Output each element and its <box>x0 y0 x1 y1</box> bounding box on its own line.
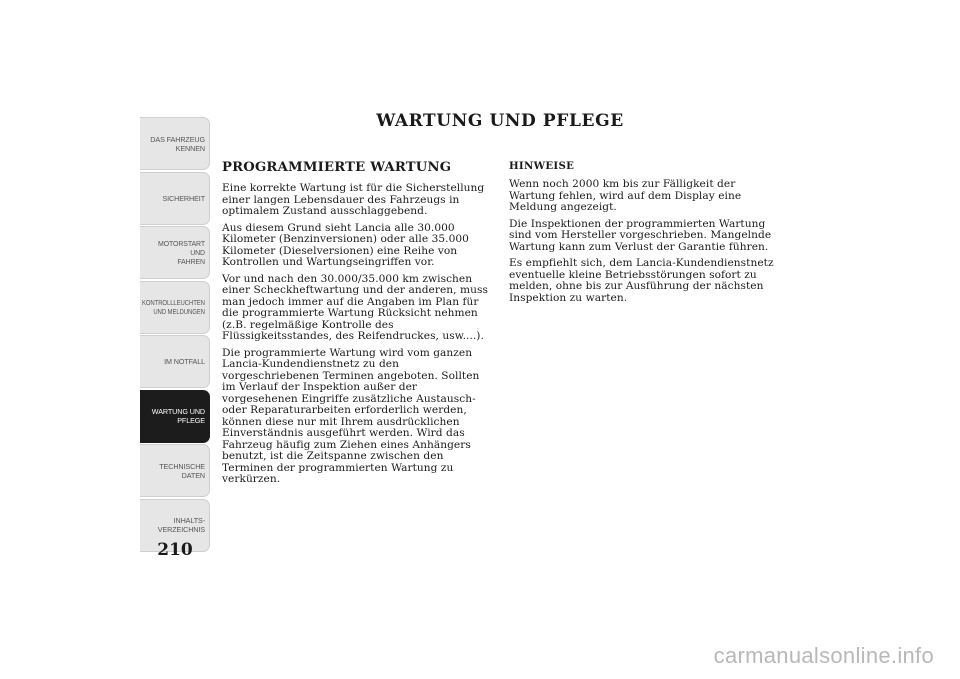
paragraph: Die programmierte Wartung wird vom ganzen Lancia-Kundendienstnetz zu den vorgeschriebenen Terminen angeboten. Sollten im Verlauf der Inspektion außer der vorgesehenen Eingriffe zusätzliche Austausch- oder Reparaturarbeiten erforderlich werden, können diese nur mit Ihrem ausdrücklichen Einverständnis ausgeführt werden. Wird das Fahrzeug häufig zum Ziehen eines Anhängers benutzt, ist die Zeitspanne zwischen den Terminen der programmierten Wartung zu verkürzen. <box>222 346 480 485</box>
tab-label: DAS FAHRZEUG KENNEN <box>150 134 205 153</box>
chapter-title: WARTUNG UND PFLEGE <box>376 111 624 131</box>
paragraph: Wenn noch 2000 km bis zur Fälligkeit der Wartung fehlen, wird auf dem Display eine Meldung angezeigt. <box>509 178 742 213</box>
left-column <box>222 160 494 491</box>
tab-label: IM NOTFALL <box>164 357 205 366</box>
page-number: 210 <box>157 540 193 560</box>
tab-motorstart-und-fahren[interactable] <box>140 226 210 279</box>
tab-label: WARTUNG UND PFLEGE <box>151 407 205 425</box>
watermark: carmanualsonline.info <box>713 643 934 668</box>
tab-label: INHALTS- VERZEICHNIS <box>157 516 205 534</box>
tab-label: MOTORSTART UND FAHREN <box>157 239 205 266</box>
tab-label: KONTROLLLEUCHTEN UND MELDUNGEN <box>142 298 205 316</box>
tab-im-notfall[interactable] <box>140 335 210 388</box>
tab-sicherheit[interactable] <box>140 172 210 225</box>
tab-label: TECHNISCHE DATEN <box>159 461 205 480</box>
paragraph: Eine korrekte Wartung ist für die Sicherstellung einer langen Lebensdauer des Fahrzeugs in optimalem Zustand ausschlaggebend. <box>222 182 485 217</box>
note-heading: HINWEISE <box>509 160 575 172</box>
tab-das-fahrzeug-kennen[interactable] <box>140 117 210 170</box>
tab-wartung-und-pflege[interactable] <box>140 390 210 443</box>
paragraph: Vor und nach den 30.000/35.000 km zwischen einer Scheckheftwartung und der anderen, muss man jedoch immer auf die Angaben im Plan für die programmierte Wartung Rücksicht nehmen (z.B. regelmäßige Kontrolle des Flüssigkeitsstandes, des Reifendruckes, usw....). <box>222 272 488 342</box>
tab-technische-daten[interactable] <box>140 444 210 497</box>
chapter-tab-strip <box>140 117 210 553</box>
tab-kontrollleuchten-und-meldungen[interactable] <box>140 281 210 334</box>
right-column <box>509 160 781 309</box>
paragraph: Die Inspektionen der programmierten Wartung sind vom Hersteller vorgeschrieben. Mangelnde Wartung kann zum Verlust der Garantie führen. <box>509 217 772 253</box>
section-heading: PROGRAMMIERTE WARTUNG <box>222 160 452 175</box>
paragraph: Es empfiehlt sich, dem Lancia-Kundendienstnetz eventuelle kleine Betriebsstörungen sofort zu melden, ohne bis zur Ausführung der nächsten Inspektion zu warten. <box>509 257 774 304</box>
tab-label: SICHERHEIT <box>162 193 205 203</box>
paragraph: Aus diesem Grund sieht Lancia alle 30.000 Kilometer (Benzinversionen) oder alle 35.000 Kilometer (Dieselversionen) eine Reihe von Kontrollen und Wartungseingriffen vor. <box>222 221 469 268</box>
